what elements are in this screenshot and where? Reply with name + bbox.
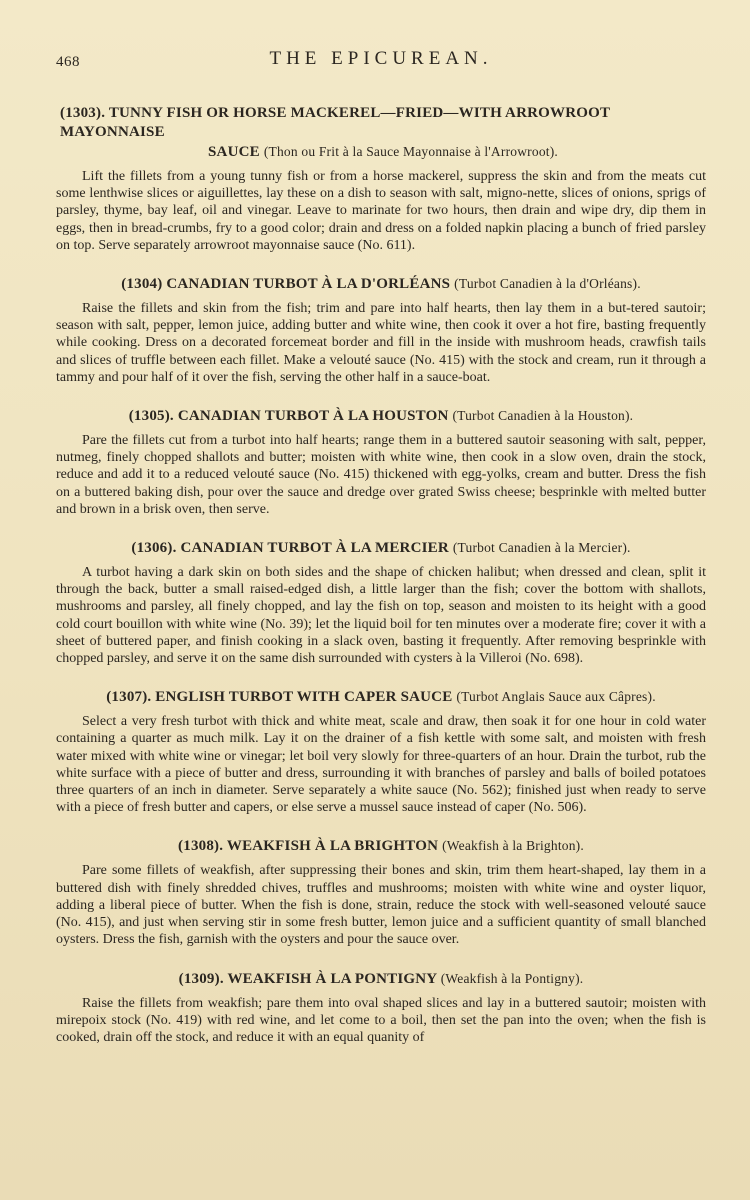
recipe-1306 (56, 538, 706, 667)
recipe-french-name: (Turbot Canadien à la Mercier). (452, 540, 631, 556)
recipe-1307 (56, 687, 706, 816)
recipe-french-name: (Turbot Anglais Sauce aux Câpres). (456, 689, 656, 705)
recipe-title-sauce: SAUCE (208, 144, 260, 160)
recipe-text: A turbot having a dark skin on both sides and the shape of chicken halibut; when dressed and clean, split it through the back, butter a small raised-edged dish, a little larger than the fish; cover the bottom with shallots, mushrooms and parsley, all finely chopped, and lay the fish on top, season and moisten to its height with a good cold court bouillon with white wine (No. 39); let the liquid boil for ten minutes over a moderate fire; cover it with a sheet of buttered paper, and finish cooking in a slack oven, basting it frequently. After removing besprinkle with chopped parsley, and serve it on the same dish surrounded with cysters à la Villeroi (No. 698). (56, 565, 706, 667)
recipe-text: Raise the fillets from weakfish; pare them into oval shaped slices and lay in a buttered sautoir; moisten with mirepoix stock (No. 419) with red wine, and let come to a boil, then set the pan into the oven; when the fish is cooked, drain off the stock, and reduce it with an equal quanity of (56, 995, 706, 1045)
recipe-title (56, 104, 706, 162)
running-header (56, 48, 706, 84)
recipe-french-name: (Thon ou Frit à la Sauce Mayonnaise à l'Arrowroot). (263, 144, 558, 159)
recipe-title-line2 (56, 142, 706, 162)
recipe-french-name: (Weakfish à la Brighton). (442, 838, 584, 854)
page-number: 468 (56, 54, 80, 70)
recipe-french-name: (Weakfish à la Pontigny). (440, 970, 584, 986)
recipe-text: Select a very fresh turbot with thick and white meat, scale and draw, then soak it for one hour in cold water containing a quarter as much milk. Lay it on the drainer of a fish kettle with some salt, and moisten with fresh water mixed with white wine or vinegar; let boil very slowly for three-quarters of an hour. Drain the turbot, rub the white surface with a piece of butter and dress, surrounding it with branches of parsley and balls of boiled potatoes three quarters of an inch in diameter. Serve separately a white sauce (No. 562); finished just when ready to serve with a piece of fresh butter and capers, or else serve a mussel sauce instead of caper (No. 506). (56, 714, 706, 816)
recipe-1309 (56, 969, 706, 1047)
recipe-text: Pare the fillets cut from a turbot into half hearts; range them in a buttered sautoir seasoning with salt, pepper, nutmeg, finely chopped shallots and butter; moisten with white wine, then cook in a slow oven, drain the stock, reduce and add it to a reduced velouté sauce (No. 415) thickened with egg-yolks, cream and butter. Dress the fish on a buttered baking dish, pour over the sauce and dredge over grated Swiss cheese; besprinkle with melted butter and brown in a brisk oven, then serve. (56, 433, 706, 517)
recipe-title-english: (1304) CANADIAN TURBOT À LA D'ORLÉANS (121, 276, 451, 293)
recipe-title (56, 969, 706, 989)
recipe-text: Raise the fillets and skin from the fish; trim and pare into half hearts, then lay them in a but-tered sautoir; season with salt, pepper, lemon juice, adding butter and white wine, then cook it over a hot fire, basting frequently while cooking. Dress on a decorated forcemeat border and fill in the inside with mushroom heads, crawfish tails and slices of truffle between each fillet. Make a velouté sauce (No. 415) with the stock and cream, run it through a tammy and pour half of it over the fish, serving the other half in a sauce-boat. (56, 301, 706, 385)
recipe-1308 (56, 836, 706, 948)
recipe-1305 (56, 406, 706, 518)
recipe-title-english: (1305). CANADIAN TURBOT À LA HOUSTON (128, 408, 449, 425)
recipe-title-english: (1309). WEAKFISH À LA PONTIGNY (178, 970, 437, 987)
recipe-french-name: (Turbot Canadien à la Houston). (452, 408, 634, 424)
recipe-text: Pare some fillets of weakfish, after suppressing their bones and skin, trim them heart-shaped, lay them in a buttered dish with finely shredded chives, truffles and mushrooms; moisten with white wine and oyster liquor, adding a liberal piece of butter. When the fish is done, strain, reduce the stock with well-seasoned velouté sauce (No. 415), and just when serving stir in some fresh butter, lemon juice and a sufficient quantity of small blanched oysters. Dress the fish, garnish with the oysters and pour the sauce over. (56, 863, 706, 948)
recipe-title-english: (1308). WEAKFISH À LA BRIGHTON (178, 838, 439, 855)
recipe-title (56, 836, 706, 856)
running-title: THE EPICUREAN. (269, 48, 493, 69)
recipe-1304 (56, 274, 706, 386)
recipe-title-english: (1306). CANADIAN TURBOT À LA MERCIER (131, 540, 449, 557)
recipe-title-line1: (1303). TUNNY FISH OR HORSE MACKEREL—FRIED—WITH ARROWROOT MAYONNAISE (60, 105, 610, 140)
recipe-french-name: (Turbot Canadien à la d'Orléans). (454, 276, 641, 292)
recipe-title-english: (1307). ENGLISH TURBOT WITH CAPER SAUCE (106, 689, 453, 706)
recipe-title (56, 406, 706, 426)
recipe-title (56, 687, 706, 707)
recipe-text: Lift the fillets from a young tunny fish or from a horse mackerel, suppress the skin and from the meats cut some lenthwise slices or aiguillettes, lay these on a dish to season with salt, migno-nette, slices of onions, sprigs of parsley, thyme, bay leaf, oil and vinegar. Leave to marinate for two hours, then drain and wipe dry, dip them in eggs, then in bread-crumbs, fry to a good color; drain and dress on a folded napkin placing a bunch of fried parsley on top. Serve separately arrowroot mayonnaise sauce (No. 611). (56, 169, 706, 253)
recipe-1303 (56, 104, 706, 254)
recipe-title (56, 274, 706, 294)
recipe-title (56, 538, 706, 558)
